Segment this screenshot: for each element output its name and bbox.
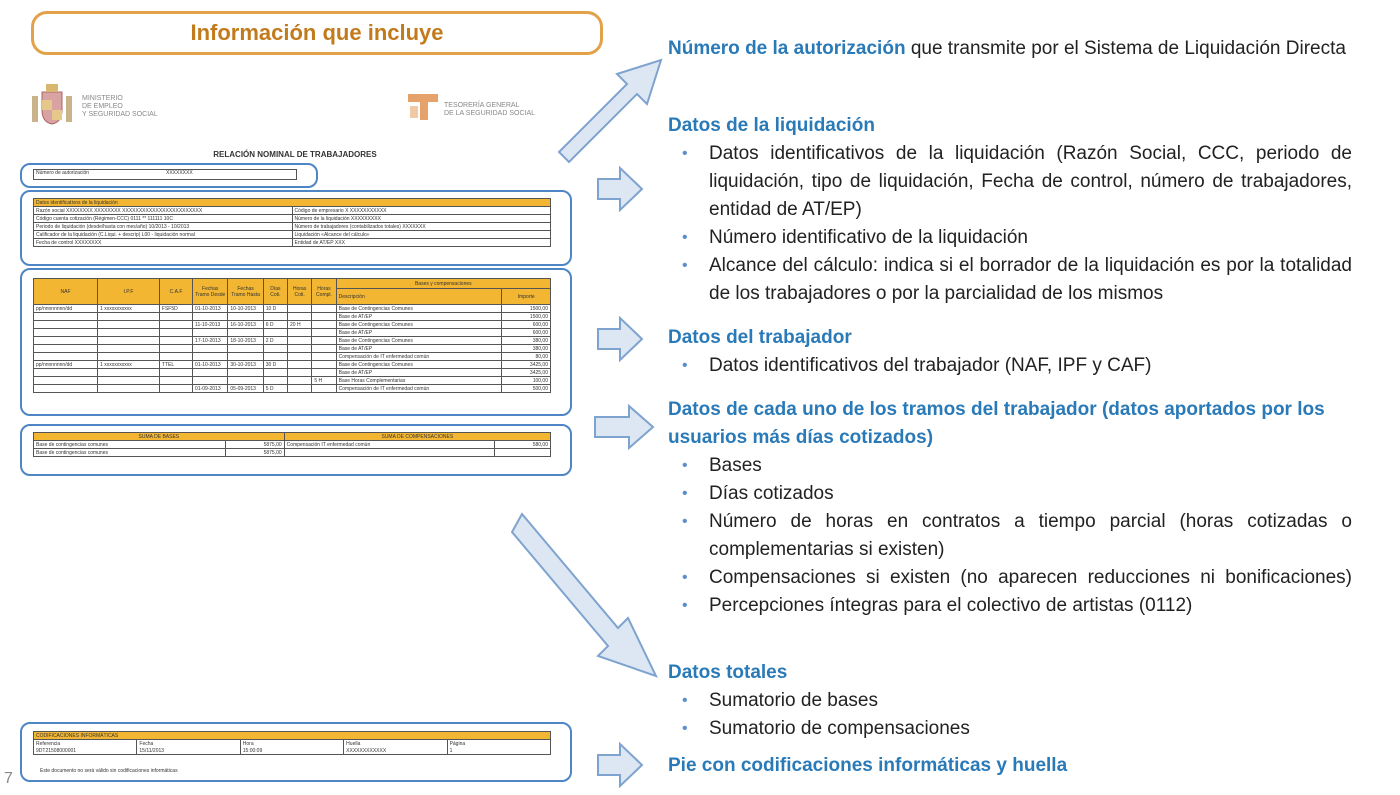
slide-title: Información que incluye bbox=[31, 11, 603, 55]
liquidation-table bbox=[33, 198, 551, 247]
ministry-line-3: Y SEGURIDAD SOCIAL bbox=[82, 111, 158, 118]
list-item: • Bases bbox=[668, 452, 1352, 480]
col-naf: NAF bbox=[34, 279, 98, 305]
table-row: Base de contingencias comunes 5875,00 Compensación IT enfermedad común 580,00 bbox=[34, 441, 551, 449]
table-row: 5 H Base Horas Complementarias 100,00 bbox=[34, 377, 551, 385]
table-row: 01-09-2013 05-09-2013 5 D Compensación de IT enfermedad común 500,00 bbox=[34, 385, 551, 393]
table-row: Calificador de la liquidación (C.Liqui. + descrip) L00 - liquidación normal Liquidación «Alcance del cálculo» bbox=[34, 231, 551, 239]
col-dias: Días Coti. bbox=[263, 279, 287, 305]
list-item: • Alcance del cálculo: indica si el borrador de la liquidación es por la totalidad de los trabajadores o por la parcialidad de los mismos bbox=[668, 252, 1352, 308]
section-tramos bbox=[668, 396, 1352, 620]
col-horas-compl: Horas Compl. bbox=[312, 279, 336, 305]
list-item: • Número de horas en contratos a tiempo parcial (horas cotizadas o complementarias si existen) bbox=[668, 508, 1352, 564]
section-footer bbox=[668, 752, 1352, 780]
right-arrow-icon-4 bbox=[596, 742, 644, 788]
ministry-line-2: DE EMPLEO bbox=[82, 103, 123, 110]
totals-list bbox=[668, 687, 1352, 743]
page-number: 7 bbox=[4, 770, 13, 787]
table-row: 17-10-2013 18-10-2013 2 D Base de Contingencias Comunes 380,00 bbox=[34, 337, 551, 345]
liquidation-title: Datos de la liquidación bbox=[668, 115, 875, 136]
ministry-line-1: MINISTERIO bbox=[82, 95, 123, 102]
list-item: • Días cotizados bbox=[668, 480, 1352, 508]
list-item: • Datos identificativos del trabajador (NAF, IPF y CAF) bbox=[668, 352, 1352, 380]
table-row: Base de AT/EP 3425,00 bbox=[34, 369, 551, 377]
col-bases: Bases y compensaciones bbox=[336, 279, 550, 289]
table-row: Base de AT/EP 600,00 bbox=[34, 329, 551, 337]
right-arrow-icon-3 bbox=[593, 404, 655, 450]
workers-table bbox=[33, 278, 551, 393]
table-row: pp/nnnnnnnn/dd 1 xxxxxxxxxxx TTEL 01-10-2013 30-10-2013 30 D Base de Contingencias Comunes 3425,00 bbox=[34, 361, 551, 369]
tramos-title: Datos de cada uno de los tramos del trabajador (datos aportados por los usuarios más días cotizados) bbox=[668, 399, 1325, 448]
footer-table: CODIFICACIONES INFORMÁTICAS Referencia Fecha Hora Huella Página 9DT21508000001 15/11/2013 15:00:09 XXXXXXXXXXXX 1 bbox=[33, 731, 551, 755]
authorization-text: que transmite por el Sistema de Liquidación Directa bbox=[905, 38, 1346, 59]
tgss-logo bbox=[406, 90, 566, 126]
table-row: Base de contingencias comunes 5875,00 bbox=[34, 449, 551, 457]
worker-list bbox=[668, 352, 1352, 380]
col-desde: Fechas Tramo Desde bbox=[193, 279, 228, 305]
section-liquidation bbox=[668, 112, 1352, 308]
col-horas: Horas Coti. bbox=[288, 279, 312, 305]
col-importe: Importe bbox=[502, 289, 551, 305]
list-item: • Sumatorio de compensaciones bbox=[668, 715, 1352, 743]
worker-title: Datos del trabajador bbox=[668, 327, 852, 348]
table-row: Base de AT/EP 1500,00 bbox=[34, 313, 551, 321]
list-item: • Datos identificativos de la liquidación (Razón Social, CCC, periodo de liquidación, tipo de liquidación, Fecha de control, número de trabajadores, entidad de AT/EP) bbox=[668, 140, 1352, 224]
diagonal-down-arrow-icon bbox=[508, 510, 660, 680]
table-row: Base de AT/EP 380,00 bbox=[34, 345, 551, 353]
table-row: Periodo de liquidación (desde/hasta con mes/año) 10/2013 - 10/2013 Número de trabajadores (contabilizados totales) XXXXXXX bbox=[34, 223, 551, 231]
table-row: 11-10-2013 16-10-2013 6 D 20 H Base de Contingencias Comunes 600,00 bbox=[34, 321, 551, 329]
col-descripcion: Descripción bbox=[336, 289, 502, 305]
ministry-logo bbox=[28, 82, 178, 128]
sum-comp-header: SUMA DE COMPENSACIONES bbox=[284, 433, 550, 441]
list-item: • Número identificativo de la liquidación bbox=[668, 224, 1352, 252]
right-arrow-icon-2 bbox=[596, 316, 644, 362]
col-hasta: Fechas Tramo Hasta bbox=[228, 279, 263, 305]
right-arrow-icon-1 bbox=[596, 166, 644, 212]
footer-title: Pie con codificaciones informáticas y huella bbox=[668, 755, 1068, 776]
sums-table bbox=[33, 432, 551, 457]
tgss-emblem-icon bbox=[406, 90, 440, 122]
authorization-field bbox=[33, 169, 297, 180]
section-authorization bbox=[668, 35, 1352, 63]
authorization-label: Número de autorización bbox=[36, 170, 90, 176]
tgss-line-2: DE LA SEGURIDAD SOCIAL bbox=[444, 110, 536, 117]
liquidation-header: Datos identificativos de la liquidación bbox=[34, 199, 551, 207]
table-row: Compensación de IT enfermedad común 80,00 bbox=[34, 353, 551, 361]
col-ipf: I.P.F bbox=[98, 279, 160, 305]
list-item: • Sumatorio de bases bbox=[668, 687, 1352, 715]
coat-of-arms-icon bbox=[28, 82, 76, 128]
document-heading: RELACIÓN NOMINAL DE TRABAJADORES bbox=[213, 150, 377, 159]
tgss-line-1: TESORERÍA GENERAL bbox=[444, 102, 520, 109]
section-worker bbox=[668, 324, 1352, 380]
footer-header: CODIFICACIONES INFORMÁTICAS bbox=[34, 732, 551, 740]
table-row: Fecha de control XXXXXXXX Entidad de AT/EP XXX bbox=[34, 239, 551, 247]
list-item: • Compensaciones si existen (no aparecen reducciones ni bonificaciones) bbox=[668, 564, 1352, 592]
sum-bases-header: SUMA DE BASES bbox=[34, 433, 285, 441]
list-item: • Percepciones íntegras para el colectivo de artistas (0112) bbox=[668, 592, 1352, 620]
footer-note: Este documento no será válido sin codificaciones informáticas bbox=[40, 768, 178, 774]
liquidation-list bbox=[668, 140, 1352, 308]
totals-title: Datos totales bbox=[668, 662, 788, 683]
table-row: Código cuenta cotización (Régimen-CCC) 0111 ** 111111 10C Número de la liquidación XXXXXXXXX bbox=[34, 215, 551, 223]
authorization-value: XXXXXXXX bbox=[166, 170, 193, 176]
table-row: pp/nnnnnnnn/dd 1 xxxxxxxxxxx FSF5D 01-10-2013 10-10-2013 10 D Base de Contingencias Comunes 1500,00 bbox=[34, 305, 551, 313]
authorization-title: Número de la autorización bbox=[668, 38, 906, 59]
section-totals bbox=[668, 659, 1352, 743]
diagonal-up-arrow-icon bbox=[555, 56, 665, 168]
table-row: Razón social XXXXXXXX XXXXXXXX XXXXXXXXXXXXXXXXXXXXXXXX Código de empresario X XXXXXXXXXXX bbox=[34, 207, 551, 215]
col-caf: C.A.F bbox=[159, 279, 192, 305]
tramos-list bbox=[668, 452, 1352, 620]
